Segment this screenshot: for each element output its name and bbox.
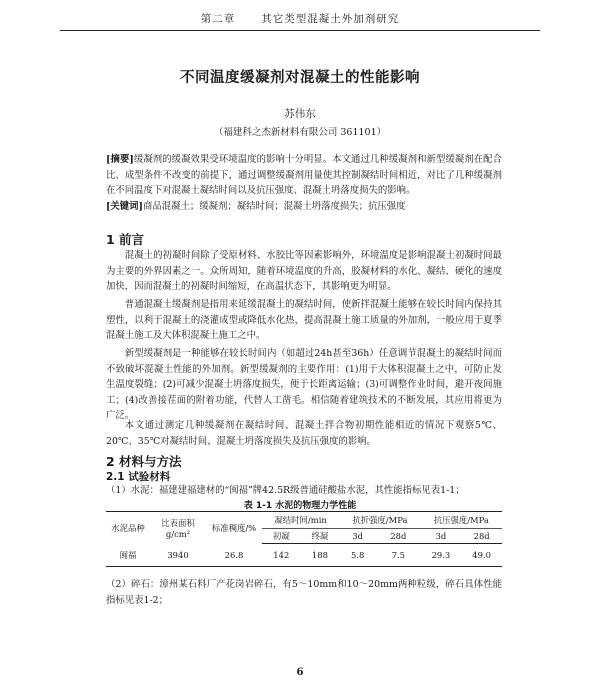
col-compressive-28d: 28d <box>461 529 502 544</box>
cell-initial-set: 142 <box>273 550 290 560</box>
paper-title: 不同温度缓凝剂对混凝土的性能影响 <box>180 70 420 86</box>
section-1-para-2: 普通混凝土缓凝剂是指用来延缓混凝土的凝结时间，使新拌混凝土能够在较长时间内保持其塑性，以利于混凝土的浇灌成型或降低水化热，提高混凝土施工质量的外加剂，一般应用于夏季混凝土施工及大体积混凝土施工之中。 <box>106 299 502 341</box>
abstract-text: 缓凝剂的缓凝效果受环境温度的影响十分明显。本文通过几种缓凝剂和新型缓凝剂在配合比、成型条件不改变的前提下，通过调整缓凝剂用量使其控制凝结时间相近，对比了几种缓凝剂在不同温度下对混凝土凝结时间以及抗压强度、混凝土坍落度损失的影响。 <box>106 154 502 196</box>
materials-item-2: （2）碎石：漳州某石料厂产花岗岩碎石，有5～10mm和10～20mm两种粒级，碎石具体性能指标见表1-2； <box>106 579 502 606</box>
table-row <box>106 544 502 567</box>
section-1-para-3: 新型缓凝剂是一种能够在较长时间内（如超过24h甚至36h）任意调节混凝土的凝结时间而不致破坏混凝土性能的外加剂。新型缓凝剂的主要作用：(1)用于大体积混凝土之中，可防止发生温度裂缝；(2)可减少混凝土坍落度损失，便于长距离运输；(3)可调整作业时间，避开夜间施工；(4)改善接茬面的附着功能，代替人工凿毛。相信随着建筑技术的不断发展，其应用将更为广泛。 <box>106 348 502 421</box>
col-flexural-3d: 3d <box>339 529 376 544</box>
cement-properties-table <box>106 511 502 567</box>
author: 苏伟东 <box>284 108 316 120</box>
cell-compressive-28d: 49.0 <box>472 550 491 560</box>
affiliation: （福建科之杰新材料有限公司 361101） <box>213 127 387 138</box>
cell-name: 闽福 <box>119 549 137 560</box>
running-header <box>60 8 540 31</box>
abstract <box>106 152 502 199</box>
page-number: 6 <box>296 667 304 678</box>
col-flexural-strength: 抗折强度/MPa <box>339 512 420 529</box>
cell-consistency: 26.8 <box>224 549 244 560</box>
col-compressive-3d: 3d <box>421 529 462 544</box>
section-1-para-1: 混凝土的初凝时间除了受原材料、水胶比等因素影响外，环境温度是影响混凝土初凝时间最为主要的外界因素之一。众所周知，随着环境温度的升高，胶凝材料的水化、凝结、硬化的速度加快，因而混凝土的初凝时间缩短，在高温状态下，其影响更为明显。 <box>106 250 502 292</box>
cell-final-set: 188 <box>311 550 328 560</box>
col-final-set: 终凝 <box>301 529 340 544</box>
keywords <box>106 199 502 215</box>
cell-flexural-28d: 7.5 <box>391 550 406 560</box>
keywords-text: 商品混凝土；缓凝剂；凝结时间；混凝土坍落度损失；抗压强度 <box>143 201 406 212</box>
cell-surface-area: 3940 <box>167 549 189 560</box>
cell-flexural-3d: 5.8 <box>351 550 365 560</box>
table-1-caption: 表 1-1 水泥的物理力学性能 <box>243 501 357 511</box>
cell-compressive-3d: 29.3 <box>431 550 451 560</box>
keywords-label: [关键词] <box>106 201 143 212</box>
col-compressive-strength: 抗压强度/MPa <box>421 512 502 529</box>
materials-item-1: （1）水泥：福建建福建材的“闽福”牌42.5R级普通硅酸盐水泥，其性能指标见表1-1； <box>106 485 465 496</box>
section-1-para-4: 本文通过测定几种缓凝剂在凝结时间、混凝土拌合物初期性能相近的情况下观察5℃、20℃、35℃对凝结时间、混凝土坍落度损失及抗压强度的影响。 <box>106 420 502 447</box>
chapter-number: 第二章 <box>200 13 236 25</box>
section-1-heading: 1 前言 <box>106 232 145 247</box>
abstract-label: [摘要] <box>106 154 134 165</box>
col-initial-set: 初凝 <box>262 529 301 544</box>
col-consistency: 标准稠度/% <box>211 522 257 533</box>
col-setting-time: 凝结时间/min <box>262 512 339 529</box>
section-2-1-heading: 2.1 试验材料 <box>106 471 171 483</box>
chapter-title: 其它类型混凝土外加剂研究 <box>261 13 400 25</box>
col-flexural-28d: 28d <box>376 529 420 544</box>
col-cement-name: 水泥品种 <box>111 522 145 533</box>
col-surface-area: 比表面积 g/cm² <box>161 517 195 539</box>
section-2-heading: 2 材料与方法 <box>106 454 182 469</box>
